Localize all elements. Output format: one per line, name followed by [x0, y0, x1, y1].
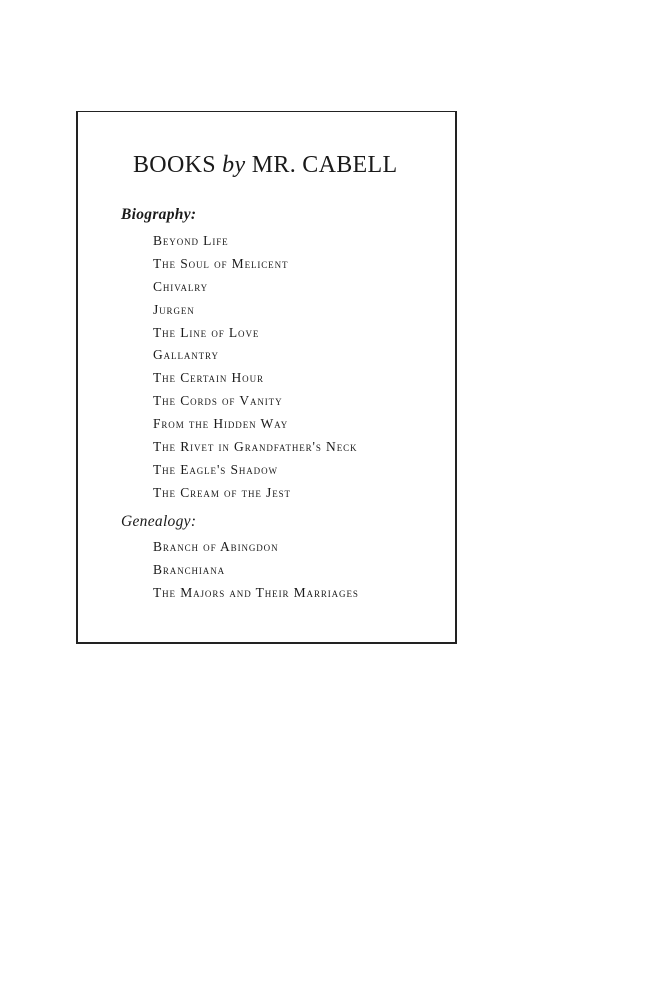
title-by: by — [222, 152, 246, 178]
list-item: The Line of Love — [153, 324, 260, 340]
section-heading-genealogy: Genealogy: — [121, 513, 197, 530]
list-item: The Soul of Melicent — [153, 255, 289, 271]
list-item: Chivalry — [153, 278, 209, 294]
list-item: Gallantry — [153, 347, 219, 363]
list-item: Jurgen — [153, 301, 195, 317]
page-title — [133, 152, 397, 179]
list-item: The Cream of the Jest — [153, 484, 291, 500]
title-author: MR. CABELL — [251, 152, 398, 178]
list-item: Branch of Abingdon — [153, 539, 279, 554]
genealogy-list — [153, 536, 359, 605]
list-item: The Eagle's Shadow — [153, 461, 278, 477]
title-main: BOOKS — [133, 152, 216, 178]
list-item: The Cords of Vanity — [153, 393, 283, 409]
list-item: The Rivet in Grandfather's Neck — [153, 439, 358, 455]
section-heading-biography: Biography: — [121, 206, 197, 223]
list-item: Branchiana — [153, 561, 226, 577]
biography-list — [153, 230, 357, 505]
list-item: From the Hidden Way — [153, 416, 289, 432]
list-item: The Majors and Their Marriages — [153, 584, 359, 600]
list-item: The Certain Hour — [153, 370, 264, 386]
list-item: Beyond Life — [153, 233, 229, 248]
